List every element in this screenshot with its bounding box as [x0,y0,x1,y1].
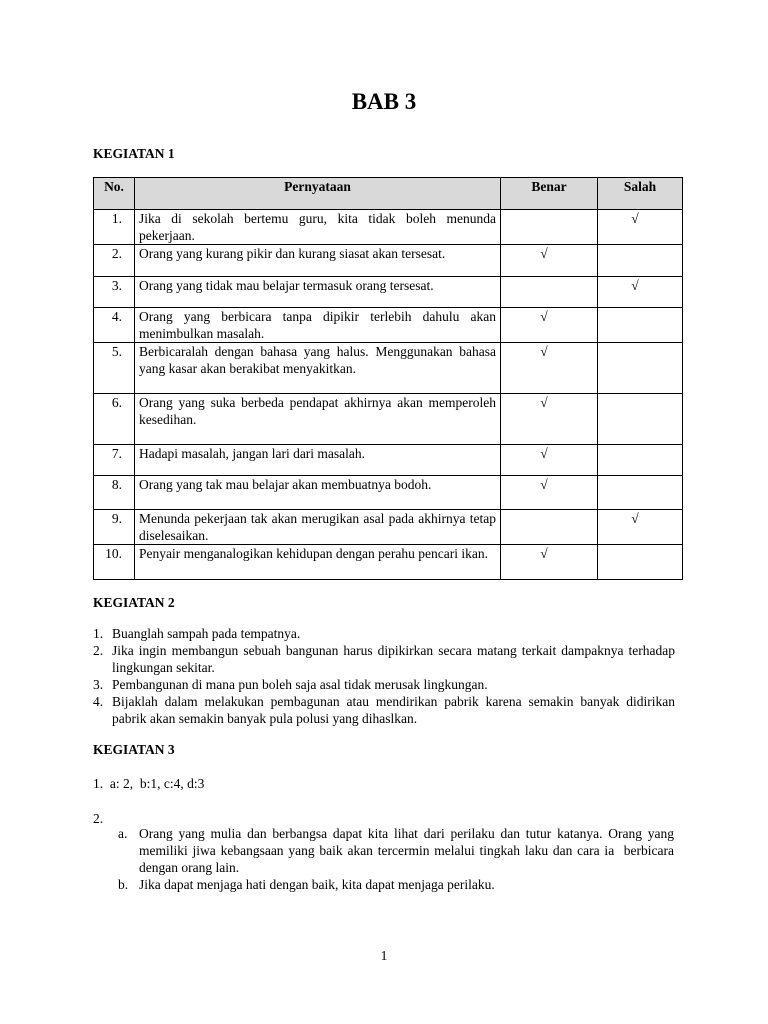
kegiatan-3-question-2-number: 2. [93,811,104,826]
row-benar-mark: √ [501,545,598,580]
row-statement: Orang yang kurang pikir dan kurang siasat akan tersesat. [135,245,501,277]
row-salah-mark [598,394,683,445]
list-item-text: Jika dapat menjaga hati dengan baik, kita dapat menjaga perilaku. [139,877,495,892]
section-heading-kegiatan-1: KEGIATAN 1 [93,146,175,161]
kegiatan-3-subanswers [118,825,678,893]
row-benar-mark: √ [501,245,598,277]
row-number: 2. [94,245,135,277]
list-item [93,625,675,642]
table-header-row [94,178,683,210]
row-benar-mark: √ [501,308,598,343]
row-benar-mark: √ [501,343,598,394]
list-item [93,642,675,676]
row-number: 5. [94,343,135,394]
row-benar-mark [501,277,598,308]
row-statement: Berbicaralah dengan bahasa yang halus. Menggunakan bahasa yang kasar akan berakibat menyakitkan. [135,343,501,394]
row-number: 10. [94,545,135,580]
list-item [93,693,675,727]
row-benar-mark: √ [501,476,598,510]
page-title: BAB 3 [351,89,417,114]
list-item-letter: b. [118,877,129,892]
list-item-text: Bijaklah dalam melakukan pembagunan atau mendirikan pabrik karena semakin banyak didirikan pabrik akan semakin banyak pula polusi yang dihaslkan. [112,694,675,726]
row-statement: Jika di sekolah bertemu guru, kita tidak boleh menunda pekerjaan. [135,210,501,245]
list-item [118,825,678,876]
row-salah-mark: √ [598,510,683,545]
row-salah-mark [598,476,683,510]
table-row [94,476,683,510]
list-item-number: 3. [93,677,104,692]
row-number: 1. [94,210,135,245]
header-statement: Pernyataan [135,178,501,210]
kegiatan-2-list [93,625,675,727]
list-item [93,676,675,693]
list-item-text: Jika ingin membangun sebuah bangunan harus dipikirkan secara matang terkait dampaknya terhadap lingkungan sekitar. [112,643,675,675]
row-number: 4. [94,308,135,343]
list-item-text: Orang yang mulia dan berbangsa dapat kita lihat dari perilaku dan tutur katanya. Orang yang memiliki jiwa kebangsaan yang baik akan tercermin melalui tingkah laku dan cara ia berbicara dengan orang lain. [139,826,678,875]
row-statement: Orang yang suka berbeda pendapat akhirnya akan memperoleh kesedihan. [135,394,501,445]
list-item-number: 2. [93,643,104,658]
row-benar-mark [501,510,598,545]
list-item-number: 4. [93,694,104,709]
table-row [94,394,683,445]
section-heading-kegiatan-3: KEGIATAN 3 [93,742,175,757]
row-benar-mark: √ [501,394,598,445]
row-salah-mark: √ [598,277,683,308]
row-benar-mark: √ [501,445,598,476]
list-item-text: Buanglah sampah pada tempatnya. [112,626,301,641]
table-row [94,545,683,580]
page-number: 1 [380,948,388,963]
list-item-number: 1. [93,626,104,641]
table-row [94,510,683,545]
row-statement: Orang yang berbicara tanpa dipikir terlebih dahulu akan menimbulkan masalah. [135,308,501,343]
header-false: Salah [598,178,683,210]
row-salah-mark [598,245,683,277]
row-statement: Hadapi masalah, jangan lari dari masalah. [135,445,501,476]
list-item-letter: a. [118,826,128,841]
row-statement: Orang yang tidak mau belajar termasuk orang tersesat. [135,277,501,308]
row-benar-mark [501,210,598,245]
row-number: 3. [94,277,135,308]
header-true: Benar [501,178,598,210]
row-statement: Penyair menganalogikan kehidupan dengan perahu pencari ikan. [135,545,501,580]
table-row [94,210,683,245]
header-no: No. [94,178,135,210]
row-salah-mark [598,545,683,580]
row-salah-mark [598,343,683,394]
row-salah-mark [598,445,683,476]
section-heading-kegiatan-2: KEGIATAN 2 [93,595,175,610]
list-item-text: Pembangunan di mana pun boleh saja asal tidak merusak lingkungan. [112,677,488,692]
row-number: 8. [94,476,135,510]
list-item [118,876,674,893]
table-row [94,277,683,308]
row-statement: Menunda pekerjaan tak akan merugikan asal pada akhirnya tetap diselesaikan. [135,510,501,545]
table-row [94,445,683,476]
statement-table [93,177,683,580]
row-number: 9. [94,510,135,545]
row-salah-mark: √ [598,210,683,245]
table-row [94,245,683,277]
row-statement: Orang yang tak mau belajar akan membuatnya bodoh. [135,476,501,510]
kegiatan-3-answer-1: 1. a: 2, b:1, c:4, d:3 [93,776,205,791]
row-salah-mark [598,308,683,343]
row-number: 6. [94,394,135,445]
table-row [94,308,683,343]
table-row [94,343,683,394]
row-number: 7. [94,445,135,476]
